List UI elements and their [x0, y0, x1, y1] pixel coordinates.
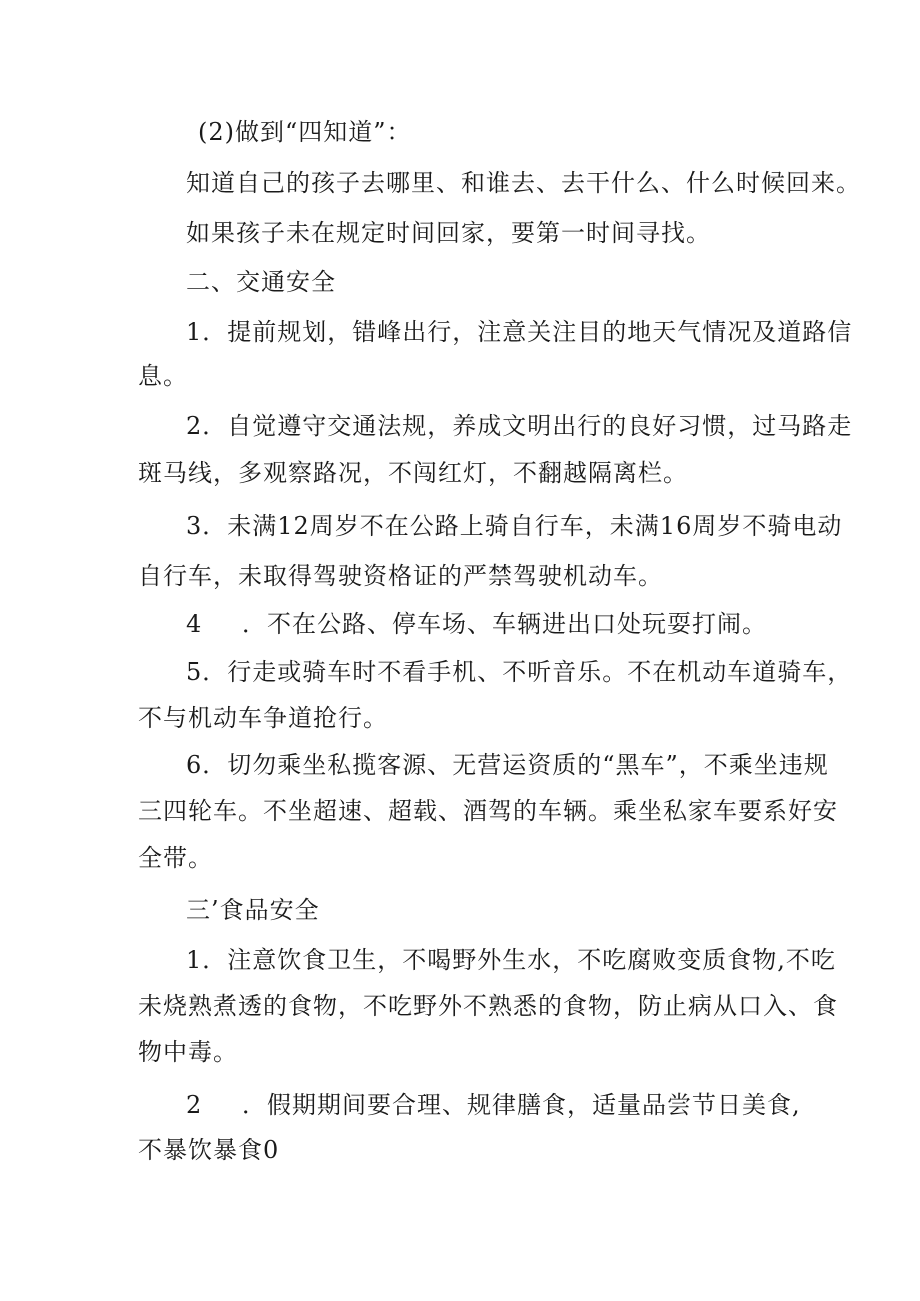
traffic-item-2-line-1: 2．自觉遵守交通法规，养成文明出行的良好习惯，过马路走: [186, 412, 853, 440]
traffic-item-1-line-1: 1．提前规划，错峰出行，注意关注目的地天气情况及道路信: [186, 318, 853, 346]
food-item-1-line-3: 物中毒。: [138, 1038, 238, 1066]
traffic-item-4-number: 4: [186, 610, 203, 638]
section-heading-traffic: 二、交通安全: [186, 268, 336, 296]
sub-heading-four-knows: (2)做到“四知道”：: [198, 118, 412, 146]
paragraph-line: 如果孩子未在规定时间回家，要第一时间寻找。: [186, 219, 711, 247]
food-item-2-line-1: [186, 1089, 801, 1121]
food-item-2-line-2: 不暴饮暴食0: [138, 1136, 280, 1164]
traffic-item-3-line-2: 自行车，未取得驾驶资格证的严禁驾驶机动车。: [138, 562, 663, 590]
traffic-item-3-line-1: 3．未满12周岁不在公路上骑自行车，未满16周岁不骑电动: [186, 512, 843, 540]
traffic-item-6-line-2: 三四轮车。不坐超速、超载、酒驾的车辆。乘坐私家车要系好安: [138, 797, 838, 825]
traffic-item-2-line-2: 斑马线，多观察路况，不闯红灯，不翻越隔离栏。: [138, 459, 688, 487]
traffic-item-5-line-2: 不与机动车争道抢行。: [138, 704, 388, 732]
paragraph-line: 知道自己的孩子去哪里、和谁去、去干什么、什么时候回来。: [186, 169, 861, 197]
traffic-item-4: [186, 608, 767, 640]
food-item-2-text: ．假期期间要合理、规律膳食，适量品尝节日美食,: [242, 1091, 801, 1119]
traffic-item-4-text: ．不在公路、停车场、车辆进出口处玩耍打闹。: [242, 610, 767, 638]
traffic-item-5-line-1: 5．行走或骑车时不看手机、不听音乐。不在机动车道骑车，: [186, 658, 853, 686]
section-heading-food: 三’食品安全: [186, 896, 320, 924]
traffic-item-1-line-2: 息。: [138, 362, 188, 390]
food-item-2-number: 2: [186, 1091, 203, 1119]
food-item-1-line-1: 1．注意饮食卫生，不喝野外生水，不吃腐败变质食物,不吃: [186, 946, 836, 974]
food-item-1-line-2: 未烧熟煮透的食物，不吃野外不熟悉的食物，防止病从口入、食: [138, 992, 838, 1020]
traffic-item-6-line-3: 全带。: [138, 844, 213, 872]
traffic-item-6-line-1: 6．切勿乘坐私揽客源、无营运资质的“黑车”，不乘坐违规: [186, 751, 829, 779]
